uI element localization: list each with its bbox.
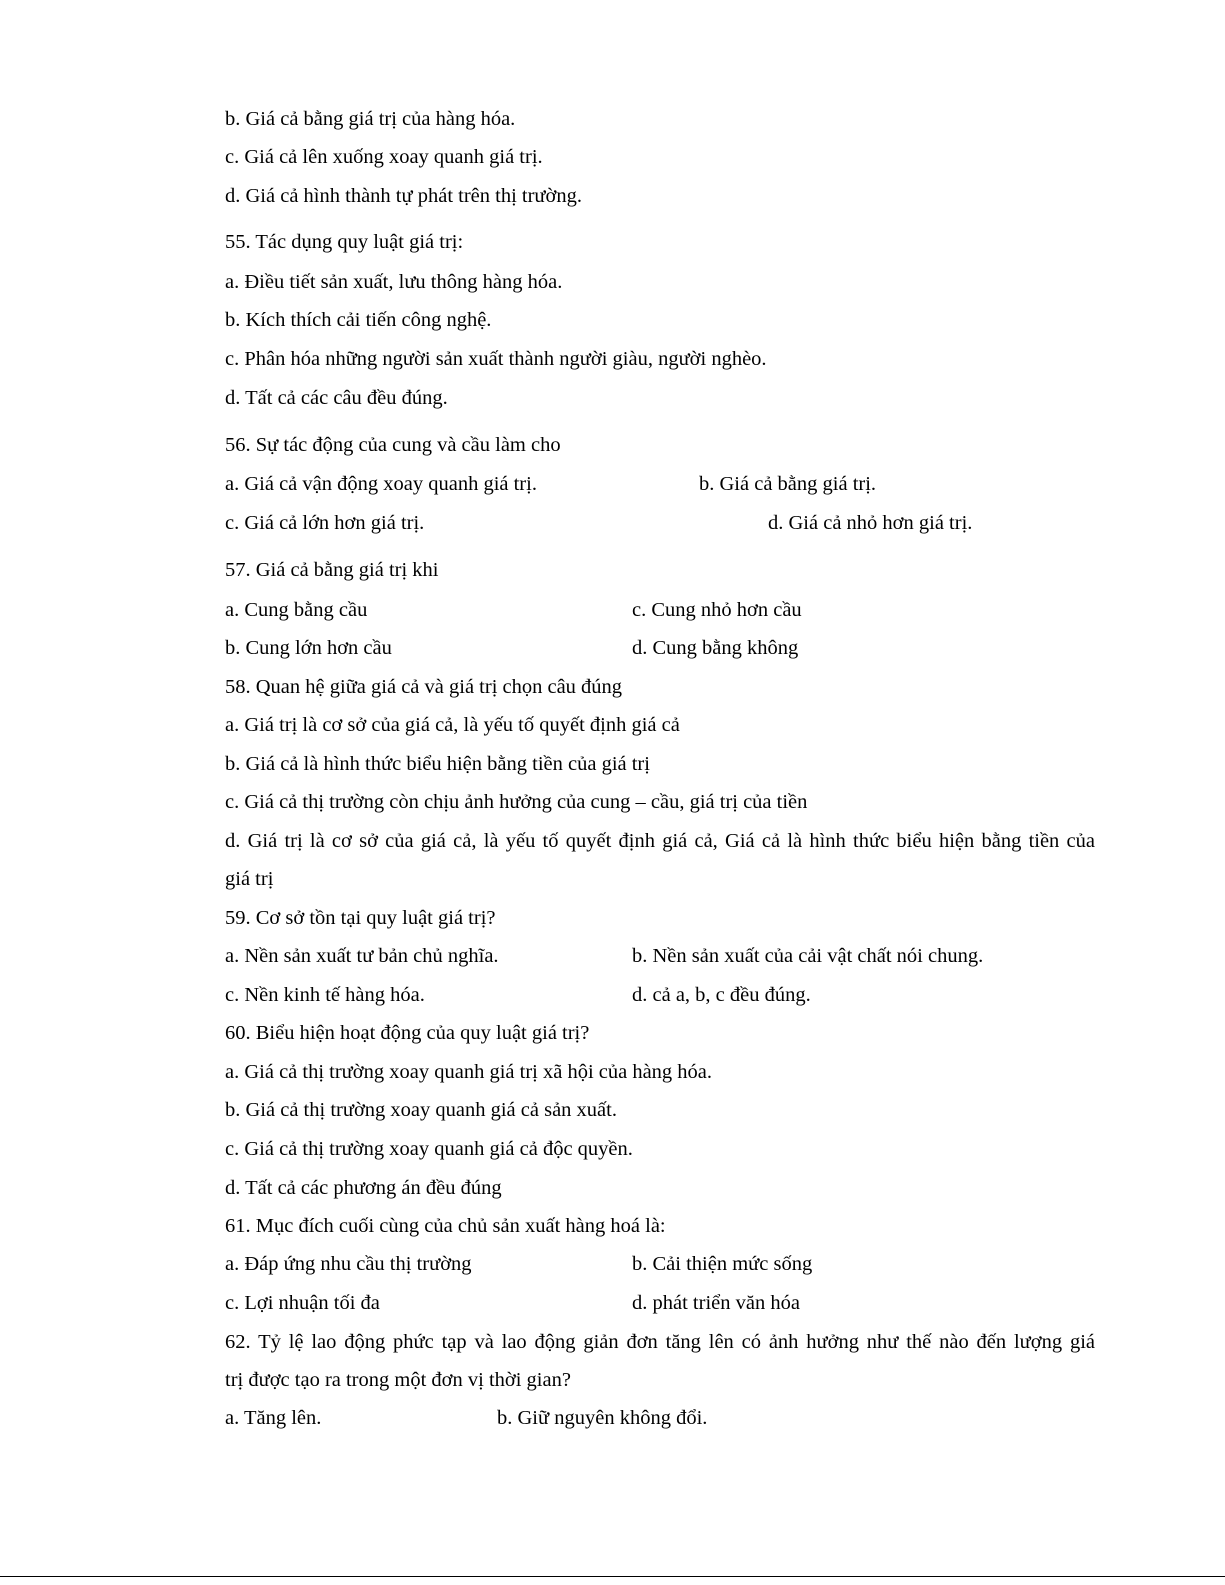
q56-option-c: c. Giá cả lớn hơn giá trị. xyxy=(225,512,425,534)
q54-option-d: d. Giá cả hình thành tự phát trên thị trường. xyxy=(225,185,582,207)
q57-question: 57. Giá cả bằng giá trị khi xyxy=(225,559,439,581)
q60-option-c: c. Giá cả thị trường xoay quanh giá cả độc quyền. xyxy=(225,1138,633,1160)
q55-option-d: d. Tất cả các câu đều đúng. xyxy=(225,387,448,409)
q56-question: 56. Sự tác động của cung và cầu làm cho xyxy=(225,434,561,456)
q61-option-c: c. Lợi nhuận tối đa xyxy=(225,1292,380,1314)
q62-option-a: a. Tăng lên. xyxy=(225,1407,322,1429)
q61-question: 61. Mục đích cuối cùng của chủ sản xuất hàng hoá là: xyxy=(225,1215,666,1237)
q57-option-b: b. Cung lớn hơn cầu xyxy=(225,637,392,659)
page-bottom-divider xyxy=(0,1576,1225,1577)
q54-option-b: b. Giá cả bằng giá trị của hàng hóa. xyxy=(225,108,516,130)
q59-question: 59. Cơ sở tồn tại quy luật giá trị? xyxy=(225,907,496,929)
q58-question: 58. Quan hệ giữa giá cả và giá trị chọn câu đúng xyxy=(225,676,623,698)
q57-option-c: c. Cung nhỏ hơn cầu xyxy=(632,599,802,621)
q58-option-c: c. Giá cả thị trường còn chịu ảnh hưởng của cung – cầu, giá trị của tiền xyxy=(225,791,808,813)
q59-option-b: b. Nền sản xuất của cải vật chất nói chung. xyxy=(632,945,984,967)
q60-option-b: b. Giá cả thị trường xoay quanh giá cả sản xuất. xyxy=(225,1099,617,1121)
q58-option-b: b. Giá cả là hình thức biểu hiện bằng tiền của giá trị xyxy=(225,753,650,775)
q59-option-c: c. Nền kinh tế hàng hóa. xyxy=(225,984,425,1006)
q61-option-a: a. Đáp ứng nhu cầu thị trường xyxy=(225,1253,472,1275)
q62-question-line2: trị được tạo ra trong một đơn vị thời gian? xyxy=(225,1369,571,1391)
q61-option-d: d. phát triển văn hóa xyxy=(632,1292,800,1314)
q57-option-a: a. Cung bằng cầu xyxy=(225,599,368,621)
q58-option-d-line1: d. Giá trị là cơ sở của giá cả, là yếu tố quyết định giá cả, Giá cả là hình thức biểu hiện bằng tiền của xyxy=(225,830,1095,852)
q54-option-c: c. Giá cả lên xuống xoay quanh giá trị. xyxy=(225,146,543,168)
q55-question: 55. Tác dụng quy luật giá trị: xyxy=(225,231,464,253)
q55-option-c: c. Phân hóa những người sản xuất thành người giàu, người nghèo. xyxy=(225,348,767,370)
q57-option-d: d. Cung bằng không xyxy=(632,637,799,659)
q55-option-b: b. Kích thích cải tiến công nghệ. xyxy=(225,309,492,331)
q56-option-a: a. Giá cả vận động xoay quanh giá trị. xyxy=(225,473,537,495)
q61-option-b: b. Cải thiện mức sống xyxy=(632,1253,813,1275)
q62-option-b: b. Giữ nguyên không đổi. xyxy=(497,1407,708,1429)
q58-option-a: a. Giá trị là cơ sở của giá cả, là yếu tố quyết định giá cả xyxy=(225,714,680,736)
q58-option-d-line2: giá trị xyxy=(225,868,274,890)
q56-option-b: b. Giá cả bằng giá trị. xyxy=(699,473,877,495)
q60-question: 60. Biểu hiện hoạt động của quy luật giá trị? xyxy=(225,1022,590,1044)
q60-option-d: d. Tất cả các phương án đều đúng xyxy=(225,1177,502,1199)
q62-question-line1: 62. Tỷ lệ lao động phức tạp và lao động giản đơn tăng lên có ảnh hưởng như thế nào đến lượng giá xyxy=(225,1331,1095,1353)
q55-option-a: a. Điều tiết sản xuất, lưu thông hàng hóa. xyxy=(225,271,563,293)
q56-option-d: d. Giá cả nhỏ hơn giá trị. xyxy=(768,512,973,534)
q60-option-a: a. Giá cả thị trường xoay quanh giá trị xã hội của hàng hóa. xyxy=(225,1061,713,1083)
q59-option-a: a. Nền sản xuất tư bản chủ nghĩa. xyxy=(225,945,499,967)
q59-option-d: d. cả a, b, c đều đúng. xyxy=(632,984,811,1006)
